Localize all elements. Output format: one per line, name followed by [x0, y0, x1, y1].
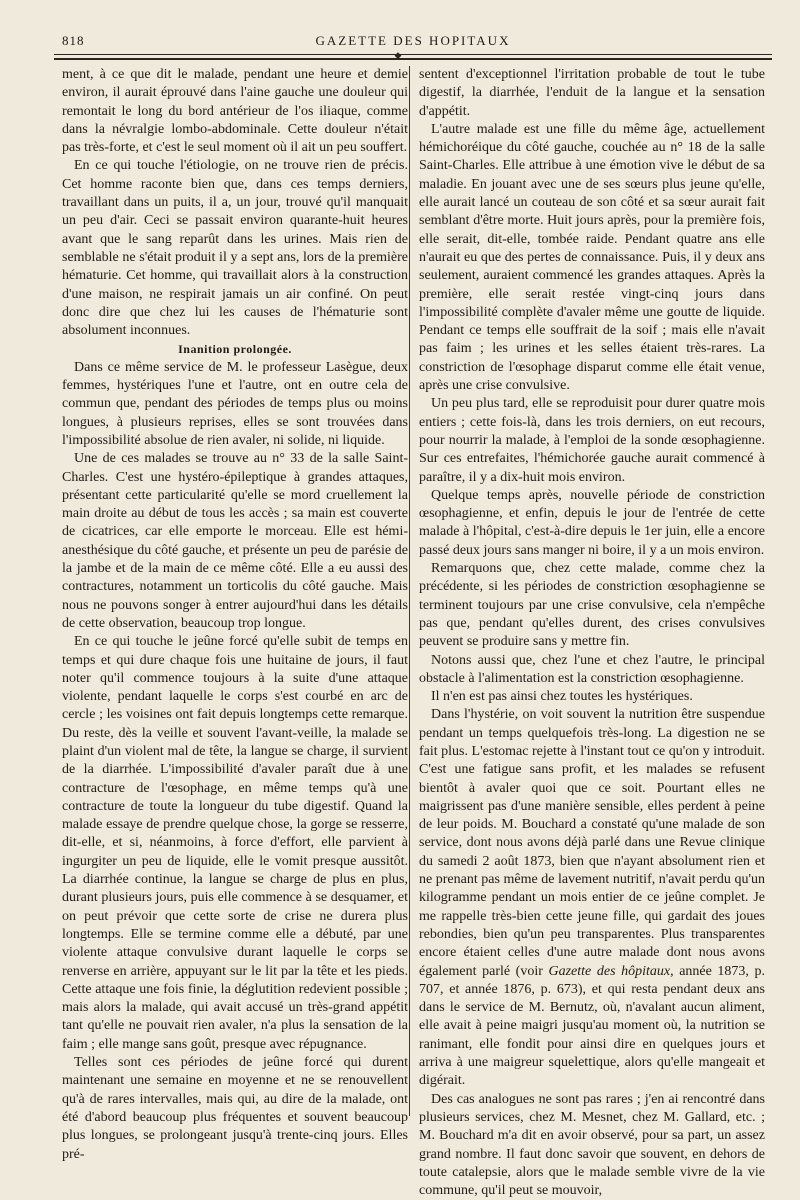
paragraph: Notons aussi que, chez l'une et chez l'autre, le principal obstacle à l'alimentation est la constriction œsophagienne.	[419, 652, 765, 686]
paragraph: Telles sont ces périodes de jeûne forcé qui durent maintenant une semaine en moyenne et ne se renouvellent qu'à de rares intervalles, mais qui, au dire de la malade, ont été d'abord beaucoup plus fréquentes et souvent beaucoup plus longues, se prolongeant jusqu'à trente-cinq jours. Elles pré-	[62, 1055, 408, 1162]
left-column	[62, 66, 408, 1164]
header-ornament-icon: ◆	[394, 50, 402, 60]
page-header	[54, 30, 772, 50]
journal-title: GAZETTE DES HOPITAUX	[315, 33, 511, 48]
paragraph: sentent d'exceptionnel l'irritation probable de tout le tube digestif, la diarrhée, l'enduit de la langue et la sensation d'appétit.	[419, 67, 765, 119]
right-column	[419, 66, 765, 1200]
paragraph: En ce qui touche le jeûne forcé qu'elle subit de temps en temps et qui dure chaque fois une huitaine de jours, il faut noter qu'il commence toujours à la suite d'une attaque violente, pendant laquelle le corps s'est courbé en arc de cercle ; les voisines ont fait depuis longtemps cette remarque. Du reste, dès la veille et souvent l'avant-veille, la malade se plaint d'un violent mal de tête, la langue se charge, il survient de la diarrhée. L'impossibilité d'avaler paraît due à une contracture de l'œsophage, en même temps qu'à une contracture de toute la longueur du tube digestif. Quand la malade essaye de prendre quelque chose, la gorge se resserre, dit-elle, et si, néanmoins, à force d'effort, elle parvient à ingurgiter un peu de liquide, elle le vomit presque aussitôt. La diarrhée continue, la langue se charge de plus en plus, durant plusieurs jours, puis elle commence à se desquamer, et on peut prévoir que cette sorte de crise ne durera plus longtemps. Elle se termine comme elle a débuté, par une violente attaque convulsive durant laquelle le corps se renverse en arrière, appuyant sur le lit par la tête et les pieds. Cette attaque une fois finie, la déglutition redevient possible ; mais alors la malade, qui avait accusé un très-grand appétit tant qu'elle ne pouvait rien avaler, n'a plus la sensation de la faim ; elle mange sans goût, presque avec répugnance.	[62, 634, 408, 1052]
journal-citation: Gazette des hôpitaux	[548, 963, 671, 979]
page-number: 818	[62, 33, 85, 48]
paragraph: Quelque temps après, nouvelle période de constriction œsophagienne, et enfin, depuis le jour de l'entrée de cette malade à l'hôpital, c'est-à-dire depuis le 1er juin, elle a encore passé deux jours sans manger ni boire, il y a un mois environ.	[419, 487, 765, 558]
paragraph: Des cas analogues ne sont pas rares ; j'en ai rencontré dans plusieurs services, chez M. Mesnet, chez M. Gallard, etc. ; M. Bouchard m'a dit en avoir observé, pour sa part, un assez grand nombre. Il faut donc savoir que souvent, en dehors de toute catalepsie, alors que le malade semble vivre de la vie commune, qu'il peut se mouvoir,	[419, 1091, 765, 1199]
paragraph: L'autre malade est une fille du même âge, actuellement hémichoréique du côté gauche, couchée au n° 18 de la salle Saint-Charles. Elle attribue à une émotion vive le début de sa maladie. En jouant avec une de ses sœurs plus jeune qu'elle, elle aurait lancé un couteau de son côté et sa sœur aurait fait semblant d'être morte. Huit jours après, pour la première fois, elle serait, dit-elle, tombée raide. Pendant quatre ans elle n'aurait eu que des pertes de connaissance. Puis, il y deux ans seulement, auraient commencé les grandes attaques. Après la première, elle serait restée vingt-cinq jours dans l'impossibilité complète d'avaler même une goutte de liquide. Pendant ce temps elle souffrait de la soif ; mais elle n'avait pas faim ; les urines et les selles étaient très-rares. La constriction de l'œsophage disparut comme elle était venue, après une crise convulsive.	[419, 121, 765, 394]
header-rule-thick	[54, 58, 772, 60]
paragraph: En ce qui touche l'étiologie, on ne trouve rien de précis. Cet homme raconte bien que, dans ces temps derniers, travaillant dans un puits, il a, un jour, trouvé qu'il manquait un peu d'air. Ceci se passait environ quarante-huit heures avant que le sang reparût dans les urines. Mais rien de semblable ne s'était produit il y a sept ans, lors de la première hématurie. Cet homme, qui travaillait alors à la construction d'une maison, ne respirait jamais un air confiné. On peut donc dire que chez lui les causes de l'hématurie sont absolument inconnues.	[62, 158, 408, 339]
paragraph: Dans ce même service de M. le professeur Lasègue, deux femmes, hystériques l'une et l'autre, ont en outre cela de commun que, pendant des périodes de temps plus ou moins longues, à plusieurs reprises, elles se sont trouvées dans l'impossibilité absolue de rien avaler, ni solide, ni liquide.	[62, 359, 408, 448]
header-rule	[54, 54, 772, 55]
paragraph: ment, à ce que dit le malade, pendant une heure et demie environ, il aurait éprouvé dans l'aine gauche une douleur qui remontait le long du bord antérieur de l'os iliaque, comme dans la névralgie lombo-abdominale. Cette douleur n'était pas très-forte, et c'est le seul moment où il ait un peu souffert.	[62, 67, 408, 156]
paragraph	[419, 706, 765, 1090]
section-heading: Inanition prolongée.	[178, 342, 292, 357]
paragraph-text: Dans l'hystérie, on voit souvent la nutrition être suspendue pendant un temps quelquefois très-long. La digestion ne se fait plus. L'estomac rejette à l'instant tout ce qu'on y introduit. C'est une fatigue sans profit, et les malades se refusent bientôt à avaler quoi que ce soit. Pourtant elles ne maigrissent pas d'une manière sensible, elles perdent à peine de leur poids. M. Bouchard a constaté qu'une malade de son service, dont nous avons déjà parlé dans une Revue clinique du samedi 2 août 1873, bien que n'ayant absolument rien et ne prenant pas même de lavement nutritif, n'avait perdu qu'un kilogramme pendant un mois entier de ce jeûne complet. Je me rappelle très-bien cette jeune fille, qui gardait des joues rebondies, bien qu'un peu transparentes. Plus transparentes encore étaient celles d'une autre malade dont nous avons également parlé (voir	[419, 707, 765, 979]
paragraph-text: , année 1873, p. 707, et année 1876, p. 673), et qui resta pendant deux ans dans le service de M. Bernutz, où, n'avalant aucun aliment, elle avait à peine maigri jusqu'au moment où, la nutrition se ranimant, elle fondit pour ainsi dire en quelques jours et arriva à une maigreur squelettique, alors qu'elle mangeait et digérait.	[419, 963, 766, 1089]
paragraph: Un peu plus tard, elle se reproduisit pour durer quatre mois entiers ; cette fois-là, dans les trois derniers, on eut recours, pour nourrir la malade, à l'emploi de la sonde œsophagienne. Sur ces entrefaites, l'hémichorée gauche aurait commencé à paraître, il y a dix-huit mois environ.	[419, 396, 765, 485]
paragraph: Il n'en est pas ainsi chez toutes les hystériques.	[431, 689, 693, 705]
column-divider	[409, 66, 410, 1116]
paragraph: Une de ces malades se trouve au n° 33 de la salle Saint-Charles. C'est une hystéro-épileptique à grandes attaques, présentant cette particularité qu'elle se mord cruellement la main droite au début de tous les accès ; sa main est couverte de cicatrices, car elle emporte le morceau. Elle est hémi-anesthésique du côté gauche, et présente un peu de parésie de la jambe et de la main de ce même côté. Elle a eu aussi des contractures, notamment un torticolis du côté gauche. Mais nous ne pouvons songer à entrer aujourd'hui dans les détails de cette observation, beaucoup trop longue.	[62, 451, 408, 631]
paragraph: Remarquons que, chez cette malade, comme chez la précédente, si les périodes de constriction œsophagienne se terminent toujours par une crise convulsive, cela n'empêche pas que, pendant qu'elles durent, des crises convulsives peuvent se produire sans y mettre fin.	[419, 561, 765, 650]
